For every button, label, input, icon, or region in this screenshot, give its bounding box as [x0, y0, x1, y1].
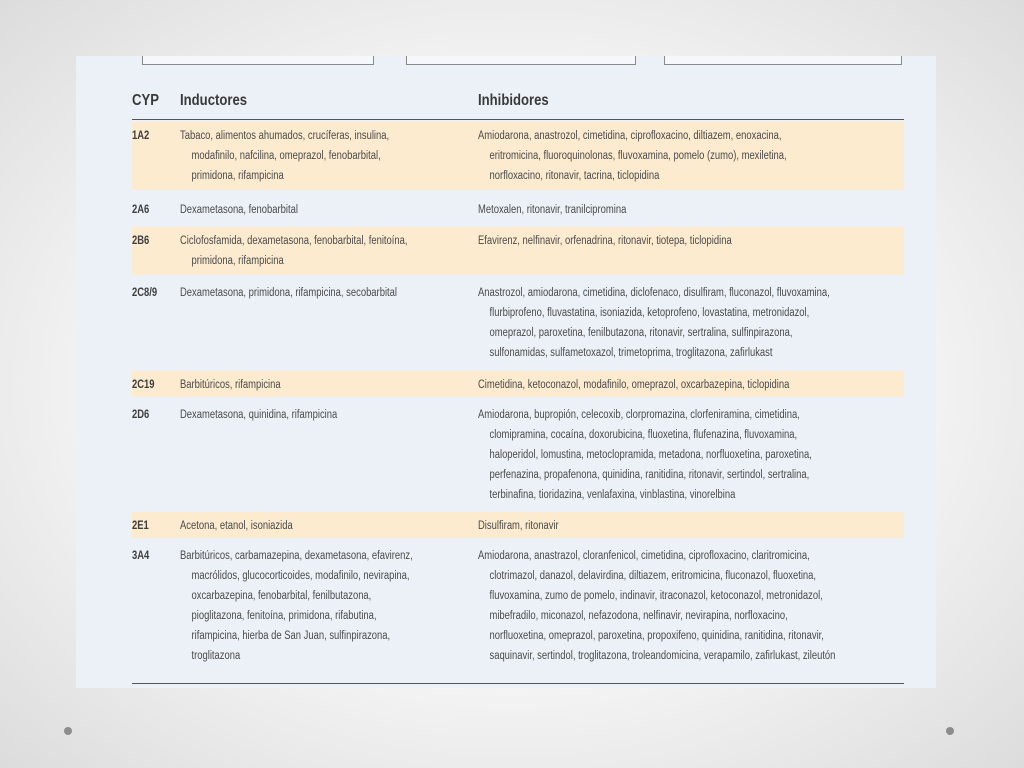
inductores-cell — [180, 375, 467, 395]
cell-line: Barbitúricos, rifampicina — [180, 379, 281, 391]
cyp-cell: 3A4 — [132, 550, 150, 562]
bottom-rule — [132, 683, 904, 684]
document-page — [76, 56, 936, 688]
cell-line: omeprazol, paroxetina, fenilbutazona, ritonavir, sertralina, sulfinpirazona, — [489, 327, 793, 339]
inhibidores-cell — [478, 283, 904, 363]
cell-line: sulfonamidas, sulfametoxazol, trimetoprima, troglitazona, zafirlukast — [489, 347, 773, 359]
cell-line: mibefradilo, miconazol, nefazodona, nelfinavir, nevirapina, norfloxacino, — [489, 610, 788, 622]
inductores-cell — [180, 546, 467, 666]
cell-line: clotrimazol, danazol, delavirdina, diltiazem, eritromicina, fluconazol, fluoxetina, — [489, 570, 817, 582]
top-box — [664, 56, 902, 65]
inhibidores-cell — [478, 126, 904, 186]
top-box — [142, 56, 374, 65]
inhibidores-cell — [478, 546, 904, 666]
inductores-cell — [180, 231, 467, 271]
cell-line: Acetona, etanol, isoniazida — [180, 520, 293, 532]
cell-line: primidona, rifampicina — [191, 170, 284, 182]
header-inhibidores: Inhibidores — [478, 92, 549, 109]
cell-line: Amiodarona, bupropión, celecoxib, clorpromazina, clorfeniramina, cimetidina, — [478, 409, 800, 421]
cell-line: fluvoxamina, zumo de pomelo, indinavir, itraconazol, ketoconazol, metronidazol, — [489, 590, 823, 602]
cell-line: Amiodarona, anastrozol, cimetidina, ciprofloxacino, diltiazem, enoxacina, — [478, 130, 782, 142]
cell-line: perfenazina, propafenona, quinidina, ranitidina, ritonavir, sertindol, sertralina, — [489, 469, 810, 481]
cell-line: Cimetidina, ketoconazol, modafinilo, omeprazol, oxcarbazepina, ticlopidina — [478, 379, 790, 391]
cell-line: troglitazona — [191, 650, 241, 662]
header-inductores: Inductores — [180, 92, 248, 109]
table-row — [132, 227, 904, 275]
cell-line: Anastrozol, amiodarona, cimetidina, diclofenaco, disulfiram, fluconazol, fluvoxamina, — [478, 287, 830, 299]
table-row — [132, 196, 904, 222]
cyp-cell: 2D6 — [132, 409, 150, 421]
cell-line: Ciclofosfamida, dexametasona, fenobarbital, fenitoína, — [180, 235, 408, 247]
cell-line: Barbitúricos, carbamazepina, dexametasona, efavirenz, — [180, 550, 413, 562]
inductores-cell — [180, 200, 467, 220]
cyp-cell: 2E1 — [132, 520, 149, 532]
cell-line: Tabaco, alimentos ahumados, crucíferas, insulina, — [180, 130, 390, 142]
cell-line: norfloxacino, ritonavir, tacrina, ticlopidina — [489, 170, 660, 182]
cell-line: saquinavir, sertindol, troglitazona, troleandomicina, verapamilo, zafirlukast, zileutón — [489, 650, 836, 662]
cell-line: Dexametasona, quinidina, rifampicina — [180, 409, 338, 421]
cell-line: pioglitazona, fenitoína, primidona, rifabutina, — [191, 610, 377, 622]
inhibidores-cell — [478, 231, 904, 251]
cell-line: primidona, rifampicina — [191, 255, 284, 267]
table-row — [132, 512, 904, 538]
inhibidores-cell — [478, 375, 904, 395]
header-rule — [132, 119, 904, 120]
cell-line: modafinilo, nafcilina, omeprazol, fenobarbital, — [191, 150, 381, 162]
inhibidores-cell — [478, 200, 904, 220]
header-cyp: CYP — [132, 92, 159, 109]
cell-line: Disulfiram, ritonavir — [478, 520, 559, 532]
cell-line: eritromicina, fluoroquinolonas, fluvoxamina, pomelo (zumo), mexiletina, — [489, 150, 787, 162]
inhibidores-cell — [478, 405, 904, 505]
table-row — [132, 371, 904, 397]
cell-line: Metoxalen, ritonavir, tranilcipromina — [478, 204, 627, 216]
table-row — [132, 542, 904, 670]
table-row — [132, 401, 904, 508]
cell-line: norfluoxetina, omeprazol, paroxetina, propoxifeno, quinidina, ranitidina, ritonavir, — [489, 630, 824, 642]
dot-bullet-icon — [64, 727, 72, 735]
inhibidores-cell — [478, 516, 904, 536]
inductores-cell — [180, 405, 467, 425]
top-box — [406, 56, 636, 65]
cyp-cell: 2C8/9 — [132, 287, 158, 299]
cyp-cell: 2C19 — [132, 379, 155, 391]
inductores-cell — [180, 516, 467, 536]
inductores-cell — [180, 283, 467, 303]
cell-line: Dexametasona, primidona, rifampicina, secobarbital — [180, 287, 398, 299]
cell-line: Efavirenz, nelfinavir, orfenadrina, ritonavir, tiotepa, ticlopidina — [478, 235, 732, 247]
cell-line: macrólidos, glucocorticoides, modafinilo, nevirapina, — [191, 570, 410, 582]
cyp-cell: 2A6 — [132, 204, 150, 216]
cell-line: rifampicina, hierba de San Juan, sulfinpirazona, — [191, 630, 391, 642]
table-row — [132, 122, 904, 190]
inductores-cell — [180, 126, 467, 186]
table-row — [132, 279, 904, 367]
cell-line: haloperidol, lomustina, metoclopramida, metadona, norfluoxetina, paroxetina, — [489, 449, 812, 461]
cell-line: clomipramina, cocaína, doxorubicina, fluoxetina, flufenazina, fluvoxamina, — [489, 429, 798, 441]
cell-line: terbinafina, tioridazina, venlafaxina, vinblastina, vinorelbina — [489, 489, 736, 501]
cyp-cell: 2B6 — [132, 235, 150, 247]
cell-line: flurbiprofeno, fluvastatina, isoniazida, ketoprofeno, lovastatina, metronidazol, — [489, 307, 810, 319]
cell-line: oxcarbazepina, fenobarbital, fenilbutazona, — [191, 590, 372, 602]
dot-bullet-icon — [946, 727, 954, 735]
cell-line: Amiodarona, anastrazol, cloranfenicol, cimetidina, ciprofloxacino, claritromicina, — [478, 550, 810, 562]
cyp-cell: 1A2 — [132, 130, 150, 142]
cell-line: Dexametasona, fenobarbital — [180, 204, 298, 216]
